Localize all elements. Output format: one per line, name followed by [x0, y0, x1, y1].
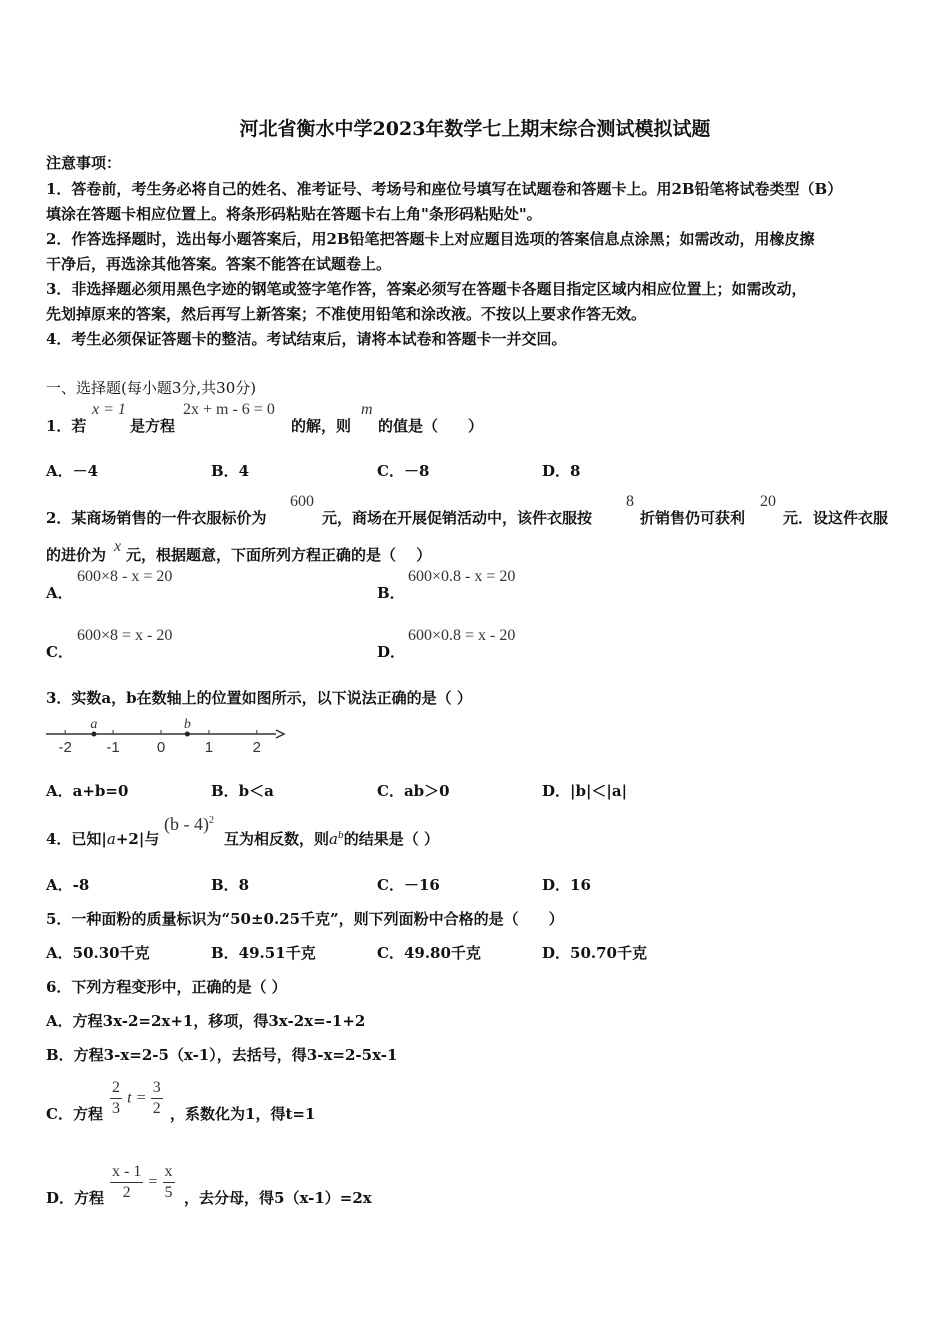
fraction [110, 1078, 122, 1119]
q2-math: 20 [760, 493, 776, 510]
number-line-tick-label: 0 [156, 739, 166, 756]
q2-text: 的进价为 [46, 546, 107, 564]
q1-math: x = 1 [92, 401, 126, 418]
q4-text [46, 828, 159, 849]
q2-text: 元，商场在开展促销活动中，该件衣服按 [322, 509, 593, 527]
q2-option-d-expr: 600×0.8 = x - 20 [408, 627, 516, 644]
q5-option-a: A．50.30千克 [46, 944, 150, 962]
fraction-numerator: 2 [110, 1078, 122, 1099]
q5-option-b: B．49.51千克 [211, 944, 316, 962]
q3-text: 3．实数a，b在数轴上的位置如图所示，以下说法正确的是（ ） [46, 689, 472, 707]
q2-text: 2．某商场销售的一件衣服标价为 [46, 509, 267, 527]
q4-math-base: (b - 4) [164, 814, 209, 834]
point-a-label: a [90, 717, 98, 732]
q2-text: 元，根据题意，下面所列方程正确的是（ ） [126, 546, 432, 564]
q4-text-part: 互为相反数，则 [224, 830, 330, 848]
q4-option-c: C．－16 [377, 876, 440, 894]
notice-line: 干净后，再选涂其他答案。答案不能答在试题卷上。 [46, 255, 392, 273]
q2-math: 600 [290, 493, 314, 510]
notice-line: 填涂在答题卡相应位置上。将条形码粘贴在答题卡右上角"条形码粘贴处"。 [46, 205, 542, 223]
q6-option-c-label: C．方程 [46, 1105, 103, 1123]
fraction-denominator: 2 [152, 1100, 161, 1117]
q2-option-a-expr: 600×8 - x = 20 [77, 568, 173, 585]
notice-line: 先划掉原来的答案，然后再写上新答案；不准使用铅笔和涂改液。不按以上要求作答无效。 [46, 305, 647, 323]
notice-heading: 注意事项： [46, 154, 122, 172]
fraction-numerator: 3 [151, 1078, 163, 1099]
q2-math: x [114, 538, 122, 555]
notice-line: 2．作答选择题时，选出每小题答案后，用2B铅笔把答题卡上对应题目选项的答案信息点涂黑；如需改动，用橡皮擦 [46, 230, 815, 248]
section-heading: 一、选择题(每小题3分,共30分) [46, 379, 257, 397]
q1-text: 的值是（ ） [378, 417, 484, 435]
q6-text: 6．下列方程变形中，正确的是（ ） [46, 978, 287, 996]
q1-math: m [361, 401, 373, 418]
notice-line: 4．考生必须保证答题卡的整洁。考试结束后，请将本试卷和答题卡一并交回。 [46, 330, 567, 348]
q1-option-a: A．－4 [46, 462, 99, 480]
q6-option-d-equation [110, 1162, 175, 1203]
notice-line: 1．答卷前，考生务必将自己的姓名、准考证号、考场号和座位号填写在试题卷和答题卡上。用2B铅笔将试卷类型（B） [46, 180, 843, 198]
q4-text-part: 的结果是（ ） [343, 830, 439, 848]
arrow-icon [276, 730, 284, 738]
q2-option-b-expr: 600×0.8 - x = 20 [408, 568, 516, 585]
q6-option-d-label: D．方程 [46, 1189, 105, 1207]
fraction-denominator: 5 [164, 1184, 173, 1201]
q4-math [164, 814, 214, 835]
fraction [110, 1162, 143, 1203]
fraction [163, 1162, 175, 1203]
q1-math: 2x + m - 6 = 0 [183, 401, 275, 418]
q4-power-exp: b [337, 831, 344, 841]
point-b-label: b [183, 717, 191, 732]
fraction-denominator: 3 [112, 1100, 120, 1117]
q3-option-c: C．ab＞0 [377, 782, 450, 800]
number-line-tick-label: 2 [252, 739, 262, 756]
q4-option-a: A．-8 [46, 876, 90, 894]
fraction-numerator: x - 1 [110, 1162, 143, 1183]
q3-option-b: B．b＜a [211, 782, 274, 800]
q1-text: 的解，则 [291, 417, 352, 435]
q2-option-c: C． [46, 643, 73, 661]
q6-option-d-text: ，去分母，得5（x-1）=2x [184, 1189, 372, 1207]
q2-math: 8 [626, 493, 634, 510]
q2-option-b: B． [377, 584, 405, 602]
q3-option-a: A．a+b=0 [46, 782, 129, 800]
number-line-tick-label: -1 [106, 739, 120, 756]
fraction [151, 1078, 163, 1119]
q4-math-exp: 2 [208, 815, 214, 826]
page-title: 河北省衡水中学2023年数学七上期末综合测试模拟试题 [239, 118, 711, 140]
q5-option-d: D．50.70千克 [542, 944, 647, 962]
fraction-numerator: x [163, 1162, 175, 1183]
q2-text: 折销售仍可获利 [640, 509, 746, 527]
q2-option-a: A． [46, 584, 73, 602]
q4-text [224, 828, 439, 849]
q1-text: 1．若 [46, 417, 87, 435]
equals-sign: = [148, 1173, 158, 1191]
q1-option-d: D．8 [542, 462, 581, 480]
point-b-marker [185, 732, 190, 737]
q6-option-c-equation [110, 1078, 163, 1119]
q4-option-d: D．16 [542, 876, 591, 894]
q4-text-part: 4．已知| [46, 830, 107, 848]
q6-option-b: B．方程3-x=2-5（x-1），去括号，得3-x=2-5x-1 [46, 1046, 398, 1064]
number-line-tick-label: -2 [58, 739, 72, 756]
q2-option-d: D． [377, 643, 406, 661]
q2-option-c-expr: 600×8 = x - 20 [77, 627, 173, 644]
q1-option-b: B．4 [211, 462, 250, 480]
number-line-tick-label: 1 [204, 739, 214, 756]
notice-line: 3．非选择题必须用黑色字迹的钢笔或签字笔作答，答案必须写在答题卡各题目指定区域内相应位置上；如需改动， [46, 280, 807, 298]
equals-sign: = [136, 1089, 146, 1107]
point-a-marker [91, 732, 96, 737]
q5-text: 5．一种面粉的质量标识为“50±0.25千克”，则下列面粉中合格的是（ ） [46, 910, 564, 928]
q4-power-base: a [329, 830, 338, 848]
q6-option-c-text: ，系数化为1，得t=1 [170, 1105, 316, 1123]
q4-option-b: B．8 [211, 876, 250, 894]
q4-text-part: +2|与 [115, 830, 160, 848]
q4-var-a: a [106, 830, 116, 848]
fraction-denominator: 2 [122, 1184, 131, 1201]
q1-text: 是方程 [130, 417, 176, 435]
q1-option-c: C．－8 [377, 462, 430, 480]
q5-option-c: C．49.80千克 [377, 944, 481, 962]
q6-option-a: A．方程3x-2=2x+1，移项，得3x-2x=-1+2 [46, 1012, 366, 1030]
number-line-figure [40, 712, 290, 758]
q2-text: 元．设这件衣服 [783, 509, 889, 527]
variable: t [127, 1089, 132, 1107]
q3-option-d: D．|b|＜|a| [542, 782, 628, 800]
